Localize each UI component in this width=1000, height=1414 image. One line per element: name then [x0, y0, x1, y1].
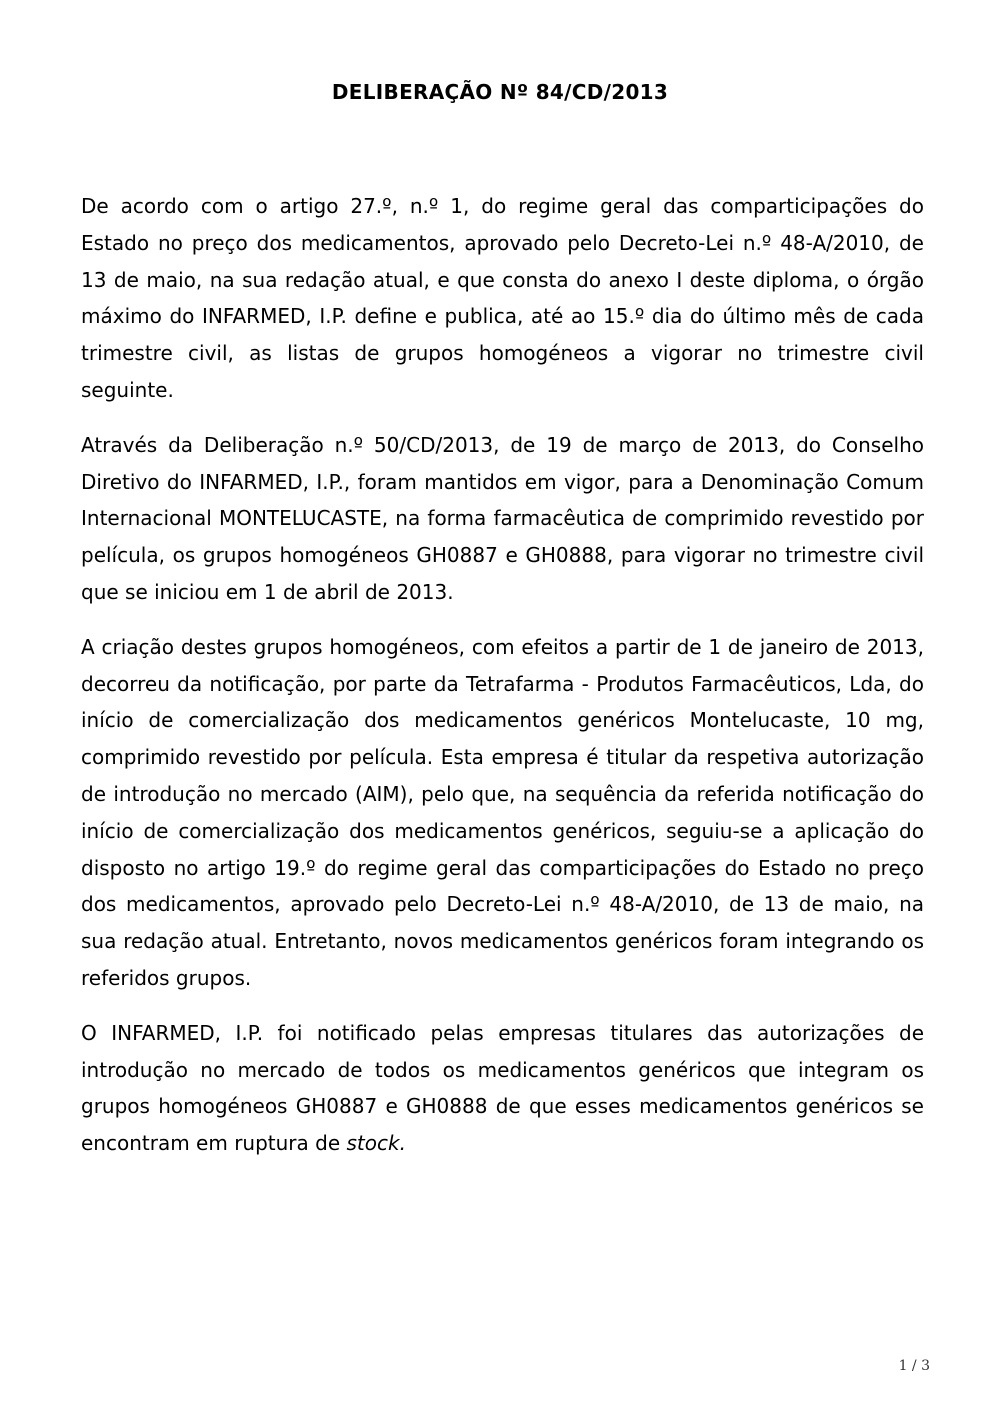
paragraph-1: De acordo com o artigo 27.º, n.º 1, do regime geral das comparticipações do Estado no preço dos medicamentos, aprovado pelo Decreto-Lei n.º 48-A/2010, de 13 de maio, na sua redação atual, e que consta do anexo I deste diploma, o órgão máximo do INFARMED, I.P. define e publica, até ao 15.º dia do último mês de cada trimestre civil, as listas de grupos homogéneos a vigorar no trimestre civil seguinte. — [81, 194, 924, 402]
page-number: 1 / 3 — [898, 1358, 930, 1374]
paragraph-3: A criação destes grupos homogéneos, com efeitos a partir de 1 de janeiro de 2013, decorreu da notificação, por parte da Tetrafarma - Produtos Farmacêuticos, Lda, do início de comercialização dos medicamentos genéricos Montelucaste, 10 mg, comprimido revestido por película. Esta empresa é titular da respetiva autorização de introdução no mercado (AIM), pelo que, na sequência da referida notificação do início de comercialização dos medicamentos genéricos, seguiu-se a aplicação do disposto no artigo 19.º do regime geral das comparticipações do Estado no preço dos medicamentos, aprovado pelo Decreto-Lei n.º 48-A/2010, de 13 de maio, na sua redação atual. Entretanto, novos medicamentos genéricos foram integrando os referidos grupos. — [81, 634, 924, 990]
paragraph-4-text: O INFARMED, I.P. foi notificado pelas empresas titulares das autorizações de introdução no mercado de todos os medicamentos genéricos que integram os grupos homogéneos GH0887 e GH0888 de que esses medicamentos genéricos se encontram em ruptura de — [81, 1020, 924, 1156]
paragraph-4 — [81, 1015, 924, 1162]
document-body — [81, 188, 924, 1180]
paragraph-4-italic-word: stock. — [346, 1131, 406, 1156]
document-title: DELIBERAÇÃO Nº 84/CD/2013 — [331, 80, 669, 104]
paragraph-2: Através da Deliberação n.º 50/CD/2013, de 19 de março de 2013, do Conselho Diretivo do INFARMED, I.P., foram mantidos em vigor, para a Denominação Comum Internacional MONTELUCASTE, na forma farmacêutica de comprimido revestido por película, os grupos homogéneos GH0887 e GH0888, para vigorar no trimestre civil que se iniciou em 1 de abril de 2013. — [81, 432, 924, 604]
